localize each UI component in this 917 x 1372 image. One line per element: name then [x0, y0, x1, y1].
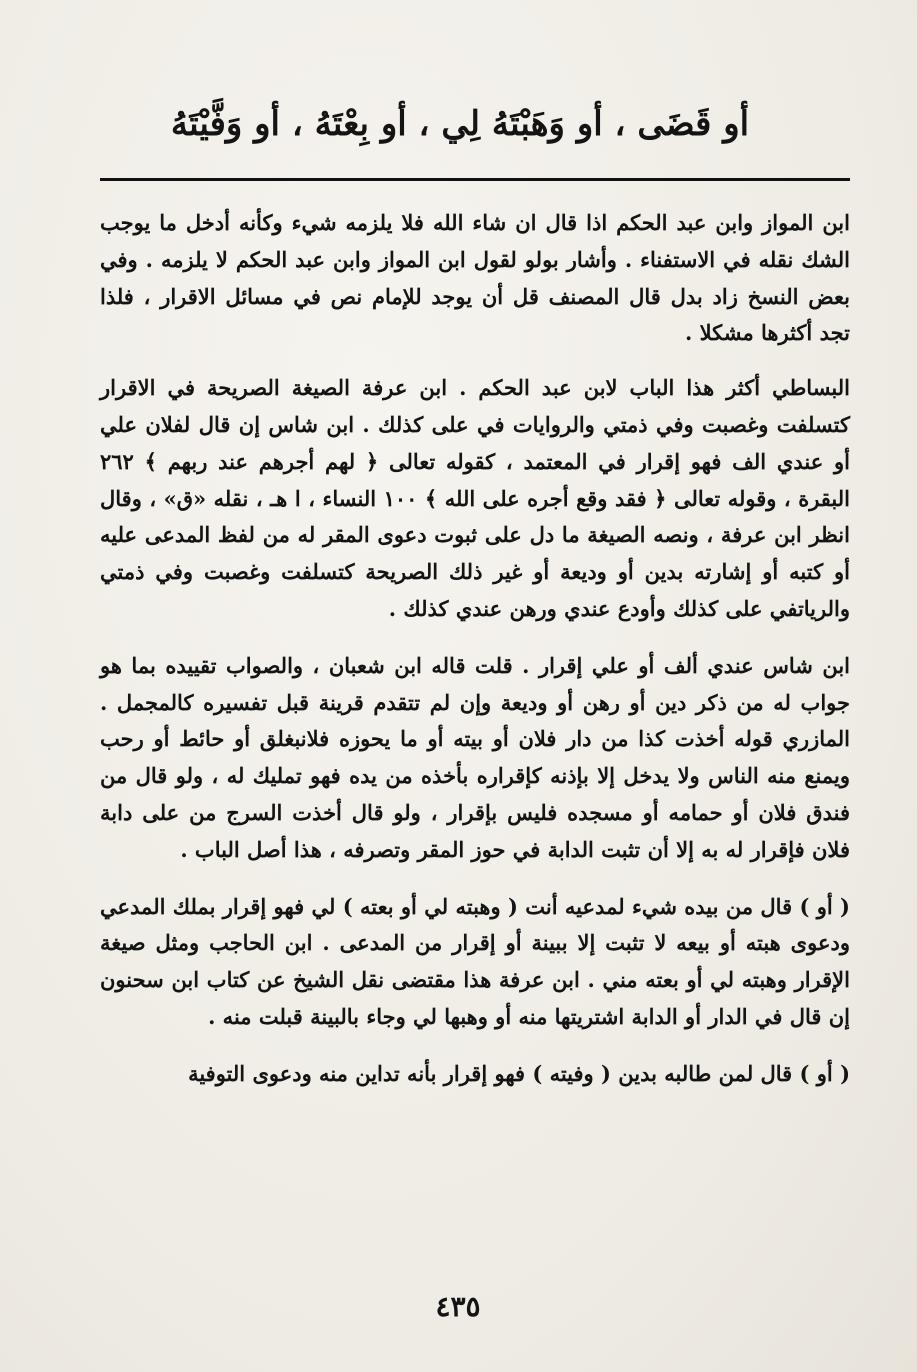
page-number: ٤٣٥: [435, 1290, 481, 1323]
page-header-title: أو قَضَى ، أو وَهَبْتَهُ لِي ، أو بِعْتَهُ ، أو وَفَّيْتَهُ: [170, 104, 750, 144]
paragraph-4: ( أو ) قال من بيده شيء لمدعيه أنت ( وهبته لي أو بعته ) لي فهو إقرار بملك المدعي ودعوى هبته أو بيعه لا تثبت إلا ببينة أو إقرار من المدعى . ابن الحاجب ومثل صيغة الإقرار وهبته لي أو بعته مني . ابن عرفة هذا مقتضى نقل الشيخ عن كتاب ابن سحنون إن قال في الدار أو الدابة اشتريتها منه أو وهبها لي وجاء بالبينة قبلت منه .: [100, 893, 850, 1029]
main-text: [100, 205, 850, 1113]
paragraph-2: البساطي أكثر هذا الباب لابن عبد الحكم . ابن عرفة الصيغة الصريحة في الاقرار كتسلفت وغصبت وفي ذمتي والروايات في على كذلك . ابن شاس إن قال لفلان علي أو عندي الف فهو إقرار في المعتمد ، كقوله تعالى ﴿ لهم أجرهم عند ربهم ﴾ ٢٦٢ البقرة ، وقوله تعالى ﴿ فقد وقع أجره على الله ﴾ ١٠٠ النساء ، ا هـ ، نقله «ق» ، وقال انظر ابن عرفة ، ونصه الصيغة ما دل على ثبوت دعوى المقر له من لفظ المدعى عليه أو كتبه أو إشارته بدين أو وديعة أو غير ذلك الصريحة كتسلفت وغصبت وفي ذمتي والرياتفي على كذلك وأودع عندي ورهن عندي كذلك .: [100, 375, 850, 621]
header-divider: [100, 178, 850, 181]
paragraph-5: ( أو ) قال لمن طالبه بدين ( وفيته ) فهو إقرار بأنه تداين منه ودعوى التوفية: [188, 1060, 850, 1086]
paragraph-1: ابن المواز وابن عبد الحكم اذا قال ان شاء الله فلا يلزمه شيء وكأنه أدخل ما يوجب الشك نقله في الاستفناء . وأشار بولو لقول ابن المواز وابن عبد الحكم لا يلزمه . وفي بعض النسخ زاد بدل قال المصنف قل أن يوجد للإمام نص في مسائل الاقرار ، فلذا تجد أكثرها مشكلا .: [100, 210, 850, 346]
paragraph-3: ابن شاس عندي ألف أو علي إقرار . قلت قاله ابن شعبان ، والصواب تقييده بما هو جواب له من ذكر دين أو رهن أو وديعة وإن لم تتقدم قرينة قبل تفسيره كالمجمل . المازري قوله أخذت كذا من دار فلان أو بيته أو ما يحوزه فلانبغلق أو حائط أو رحب ويمنع منه الناس ولا يدخل إلا بإذنه كإقراره بأخذه من يده فهو تمليك له ، ولو قال من فندق فلان أو حمامه أو مسجده فليس بإقرار ، ولو قال أخذت السرج من على دابة فلان فإقرار له به إلا أن تثبت الدابة في حوز المقر وتصرفه ، هذا أصل الباب .: [100, 652, 850, 862]
